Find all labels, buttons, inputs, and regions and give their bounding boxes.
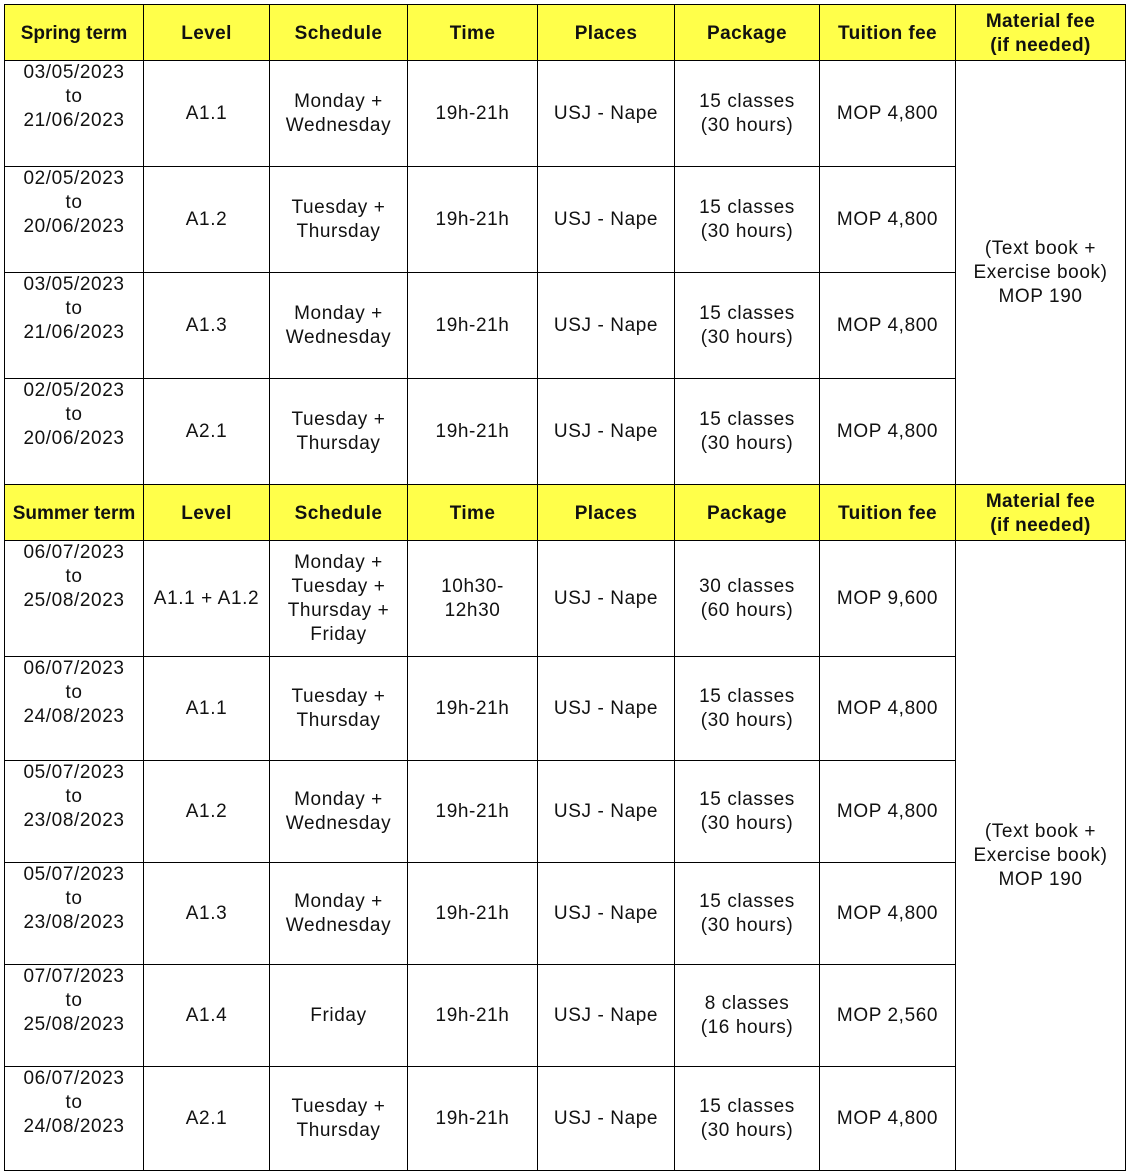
package-cell — [675, 541, 820, 657]
schedule-line: Thursday + — [287, 599, 390, 621]
level-header: Level — [144, 485, 270, 541]
level-cell: A1.1 — [144, 657, 270, 761]
material-fee-line: (Text book + — [984, 820, 1097, 842]
level-cell: A2.1 — [144, 379, 270, 485]
schedule-line: Wednesday — [285, 114, 392, 136]
schedule-line: Thursday — [296, 220, 381, 242]
material-fee-header-line: Material fee — [985, 10, 1096, 32]
package-line: 8 classes — [704, 992, 790, 1014]
material-fee-line: Exercise book) — [973, 844, 1108, 866]
time-line: 19h-21h — [435, 800, 510, 822]
place-cell: USJ - Nape — [538, 541, 675, 657]
package-cell — [675, 863, 820, 965]
time-line: 12h30 — [444, 599, 501, 621]
package-line: 15 classes — [699, 408, 795, 430]
time-line: 19h-21h — [435, 102, 510, 124]
date-start: 06/07/2023 — [23, 658, 125, 679]
material-fee-header-line: (if needed) — [990, 34, 1091, 56]
date-range-cell — [5, 761, 144, 863]
schedule-cell — [270, 1067, 408, 1171]
time-line: 19h-21h — [435, 1107, 510, 1129]
package-line: 15 classes — [699, 302, 795, 324]
date-end: 20/06/2023 — [23, 216, 125, 237]
package-cell — [675, 657, 820, 761]
level-cell: A1.1 + A1.2 — [144, 541, 270, 657]
place-cell: USJ - Nape — [538, 1067, 675, 1171]
level-cell: A1.2 — [144, 167, 270, 273]
date-to: to — [65, 1092, 83, 1113]
date-range-cell — [5, 541, 144, 657]
schedule-line: Monday + — [294, 302, 383, 324]
level-cell: A2.1 — [144, 1067, 270, 1171]
tuition-fee-cell: MOP 2,560 — [820, 965, 956, 1067]
term-header-row — [5, 485, 1126, 541]
package-line: (30 hours) — [700, 1119, 794, 1141]
time-line: 19h-21h — [435, 1004, 510, 1026]
package-line: (30 hours) — [700, 220, 794, 242]
date-to: to — [65, 682, 83, 703]
tuition-fee-cell: MOP 4,800 — [820, 657, 956, 761]
schedule-line: Wednesday — [285, 812, 392, 834]
package-cell — [675, 965, 820, 1067]
package-line: (60 hours) — [700, 599, 794, 621]
schedule-line: Friday — [310, 623, 367, 645]
time-cell — [408, 1067, 538, 1171]
time-header: Time — [408, 485, 538, 541]
table-row — [5, 61, 1126, 167]
term-name-header: Spring term — [5, 5, 144, 61]
package-cell — [675, 1067, 820, 1171]
place-cell: USJ - Nape — [538, 863, 675, 965]
material-fee-cell — [956, 61, 1126, 485]
date-start: 03/05/2023 — [23, 62, 125, 83]
tuition-fee-header: Tuition fee — [820, 5, 956, 61]
date-range-cell — [5, 1067, 144, 1171]
schedule-line: Monday + — [294, 551, 383, 573]
schedule-cell — [270, 657, 408, 761]
date-range-cell — [5, 167, 144, 273]
package-line: (30 hours) — [700, 812, 794, 834]
time-cell — [408, 761, 538, 863]
package-line: 15 classes — [699, 90, 795, 112]
places-header: Places — [538, 485, 675, 541]
schedule-line: Thursday — [296, 1119, 381, 1141]
schedule-line: Monday + — [294, 90, 383, 112]
date-to: to — [65, 786, 83, 807]
table-row — [5, 541, 1126, 657]
package-line: (30 hours) — [700, 914, 794, 936]
level-cell: A1.1 — [144, 61, 270, 167]
material-fee-header-line: (if needed) — [990, 514, 1091, 536]
date-end: 20/06/2023 — [23, 428, 125, 449]
package-line: (30 hours) — [700, 432, 794, 454]
material-fee-line: (Text book + — [984, 237, 1097, 259]
material-fee-header — [956, 485, 1126, 541]
date-end: 25/08/2023 — [23, 590, 125, 611]
package-line: 15 classes — [699, 196, 795, 218]
time-cell — [408, 379, 538, 485]
package-line: (30 hours) — [700, 326, 794, 348]
tuition-fee-cell: MOP 4,800 — [820, 1067, 956, 1171]
level-cell: A1.3 — [144, 863, 270, 965]
package-header: Package — [675, 485, 820, 541]
date-start: 02/05/2023 — [23, 380, 125, 401]
package-line: (30 hours) — [700, 114, 794, 136]
term-header-row — [5, 5, 1126, 61]
time-cell — [408, 965, 538, 1067]
place-cell: USJ - Nape — [538, 761, 675, 863]
schedule-line: Wednesday — [285, 326, 392, 348]
date-end: 21/06/2023 — [23, 110, 125, 131]
date-to: to — [65, 86, 83, 107]
date-to: to — [65, 990, 83, 1011]
place-cell: USJ - Nape — [538, 273, 675, 379]
schedule-header: Schedule — [270, 485, 408, 541]
package-cell — [675, 273, 820, 379]
schedule-cell — [270, 379, 408, 485]
tuition-fee-cell: MOP 4,800 — [820, 273, 956, 379]
time-line: 19h-21h — [435, 902, 510, 924]
package-cell — [675, 761, 820, 863]
schedule-line: Monday + — [294, 788, 383, 810]
date-to: to — [65, 404, 83, 425]
place-cell: USJ - Nape — [538, 61, 675, 167]
level-cell: A1.3 — [144, 273, 270, 379]
material-fee-line: Exercise book) — [973, 261, 1108, 283]
date-end: 23/08/2023 — [23, 810, 125, 831]
material-fee-header — [956, 5, 1126, 61]
time-cell — [408, 657, 538, 761]
date-start: 06/07/2023 — [23, 542, 125, 563]
date-end: 23/08/2023 — [23, 912, 125, 933]
schedule-cell — [270, 273, 408, 379]
package-cell — [675, 61, 820, 167]
time-header: Time — [408, 5, 538, 61]
package-line: 30 classes — [699, 575, 795, 597]
time-cell — [408, 541, 538, 657]
schedule-line: Wednesday — [285, 914, 392, 936]
tuition-fee-header: Tuition fee — [820, 485, 956, 541]
schedule-line: Monday + — [294, 890, 383, 912]
tuition-fee-cell: MOP 9,600 — [820, 541, 956, 657]
level-cell: A1.4 — [144, 965, 270, 1067]
package-line: 15 classes — [699, 685, 795, 707]
term-name-header: Summer term — [5, 485, 144, 541]
schedule-cell — [270, 61, 408, 167]
date-end: 21/06/2023 — [23, 322, 125, 343]
date-start: 07/07/2023 — [23, 966, 125, 987]
schedule-line: Tuesday + — [291, 685, 386, 707]
time-cell — [408, 61, 538, 167]
time-line: 19h-21h — [435, 420, 510, 442]
time-cell — [408, 863, 538, 965]
schedule-header: Schedule — [270, 5, 408, 61]
time-line: 10h30- — [441, 575, 504, 597]
schedule-line: Thursday — [296, 432, 381, 454]
date-to: to — [65, 298, 83, 319]
place-cell: USJ - Nape — [538, 657, 675, 761]
date-range-cell — [5, 273, 144, 379]
tuition-fee-cell: MOP 4,800 — [820, 61, 956, 167]
package-line: 15 classes — [699, 890, 795, 912]
package-line: 15 classes — [699, 1095, 795, 1117]
time-line: 19h-21h — [435, 697, 510, 719]
level-cell: A1.2 — [144, 761, 270, 863]
package-line: 15 classes — [699, 788, 795, 810]
date-to: to — [65, 192, 83, 213]
package-line: (16 hours) — [700, 1016, 794, 1038]
schedule-line: Thursday — [296, 709, 381, 731]
schedule-line: Tuesday + — [291, 1095, 386, 1117]
material-fee-line: MOP 190 — [998, 285, 1083, 307]
time-cell — [408, 167, 538, 273]
package-cell — [675, 167, 820, 273]
place-cell: USJ - Nape — [538, 379, 675, 485]
date-start: 02/05/2023 — [23, 168, 125, 189]
date-end: 25/08/2023 — [23, 1014, 125, 1035]
course-schedule-table — [4, 4, 1126, 1171]
schedule-cell — [270, 863, 408, 965]
schedule-cell — [270, 761, 408, 863]
material-fee-line: MOP 190 — [998, 868, 1083, 890]
tuition-fee-cell: MOP 4,800 — [820, 761, 956, 863]
date-to: to — [65, 566, 83, 587]
schedule-cell — [270, 167, 408, 273]
material-fee-header-line: Material fee — [985, 490, 1096, 512]
package-header: Package — [675, 5, 820, 61]
time-line: 19h-21h — [435, 314, 510, 336]
tuition-fee-cell: MOP 4,800 — [820, 167, 956, 273]
tuition-fee-cell: MOP 4,800 — [820, 863, 956, 965]
date-start: 05/07/2023 — [23, 864, 125, 885]
schedule-cell — [270, 965, 408, 1067]
time-cell — [408, 273, 538, 379]
date-range-cell — [5, 657, 144, 761]
date-to: to — [65, 888, 83, 909]
schedule-line: Tuesday + — [291, 196, 386, 218]
date-start: 03/05/2023 — [23, 274, 125, 295]
place-cell: USJ - Nape — [538, 965, 675, 1067]
package-line: (30 hours) — [700, 709, 794, 731]
date-start: 05/07/2023 — [23, 762, 125, 783]
material-fee-cell — [956, 541, 1126, 1171]
schedule-line: Friday — [310, 1004, 367, 1026]
date-range-cell — [5, 379, 144, 485]
date-end: 24/08/2023 — [23, 1116, 125, 1137]
schedule-line: Tuesday + — [291, 575, 386, 597]
schedule-line: Tuesday + — [291, 408, 386, 430]
date-start: 06/07/2023 — [23, 1068, 125, 1089]
places-header: Places — [538, 5, 675, 61]
tuition-fee-cell: MOP 4,800 — [820, 379, 956, 485]
package-cell — [675, 379, 820, 485]
date-end: 24/08/2023 — [23, 706, 125, 727]
place-cell: USJ - Nape — [538, 167, 675, 273]
time-line: 19h-21h — [435, 208, 510, 230]
date-range-cell — [5, 863, 144, 965]
date-range-cell — [5, 965, 144, 1067]
schedule-cell — [270, 541, 408, 657]
date-range-cell — [5, 61, 144, 167]
level-header: Level — [144, 5, 270, 61]
